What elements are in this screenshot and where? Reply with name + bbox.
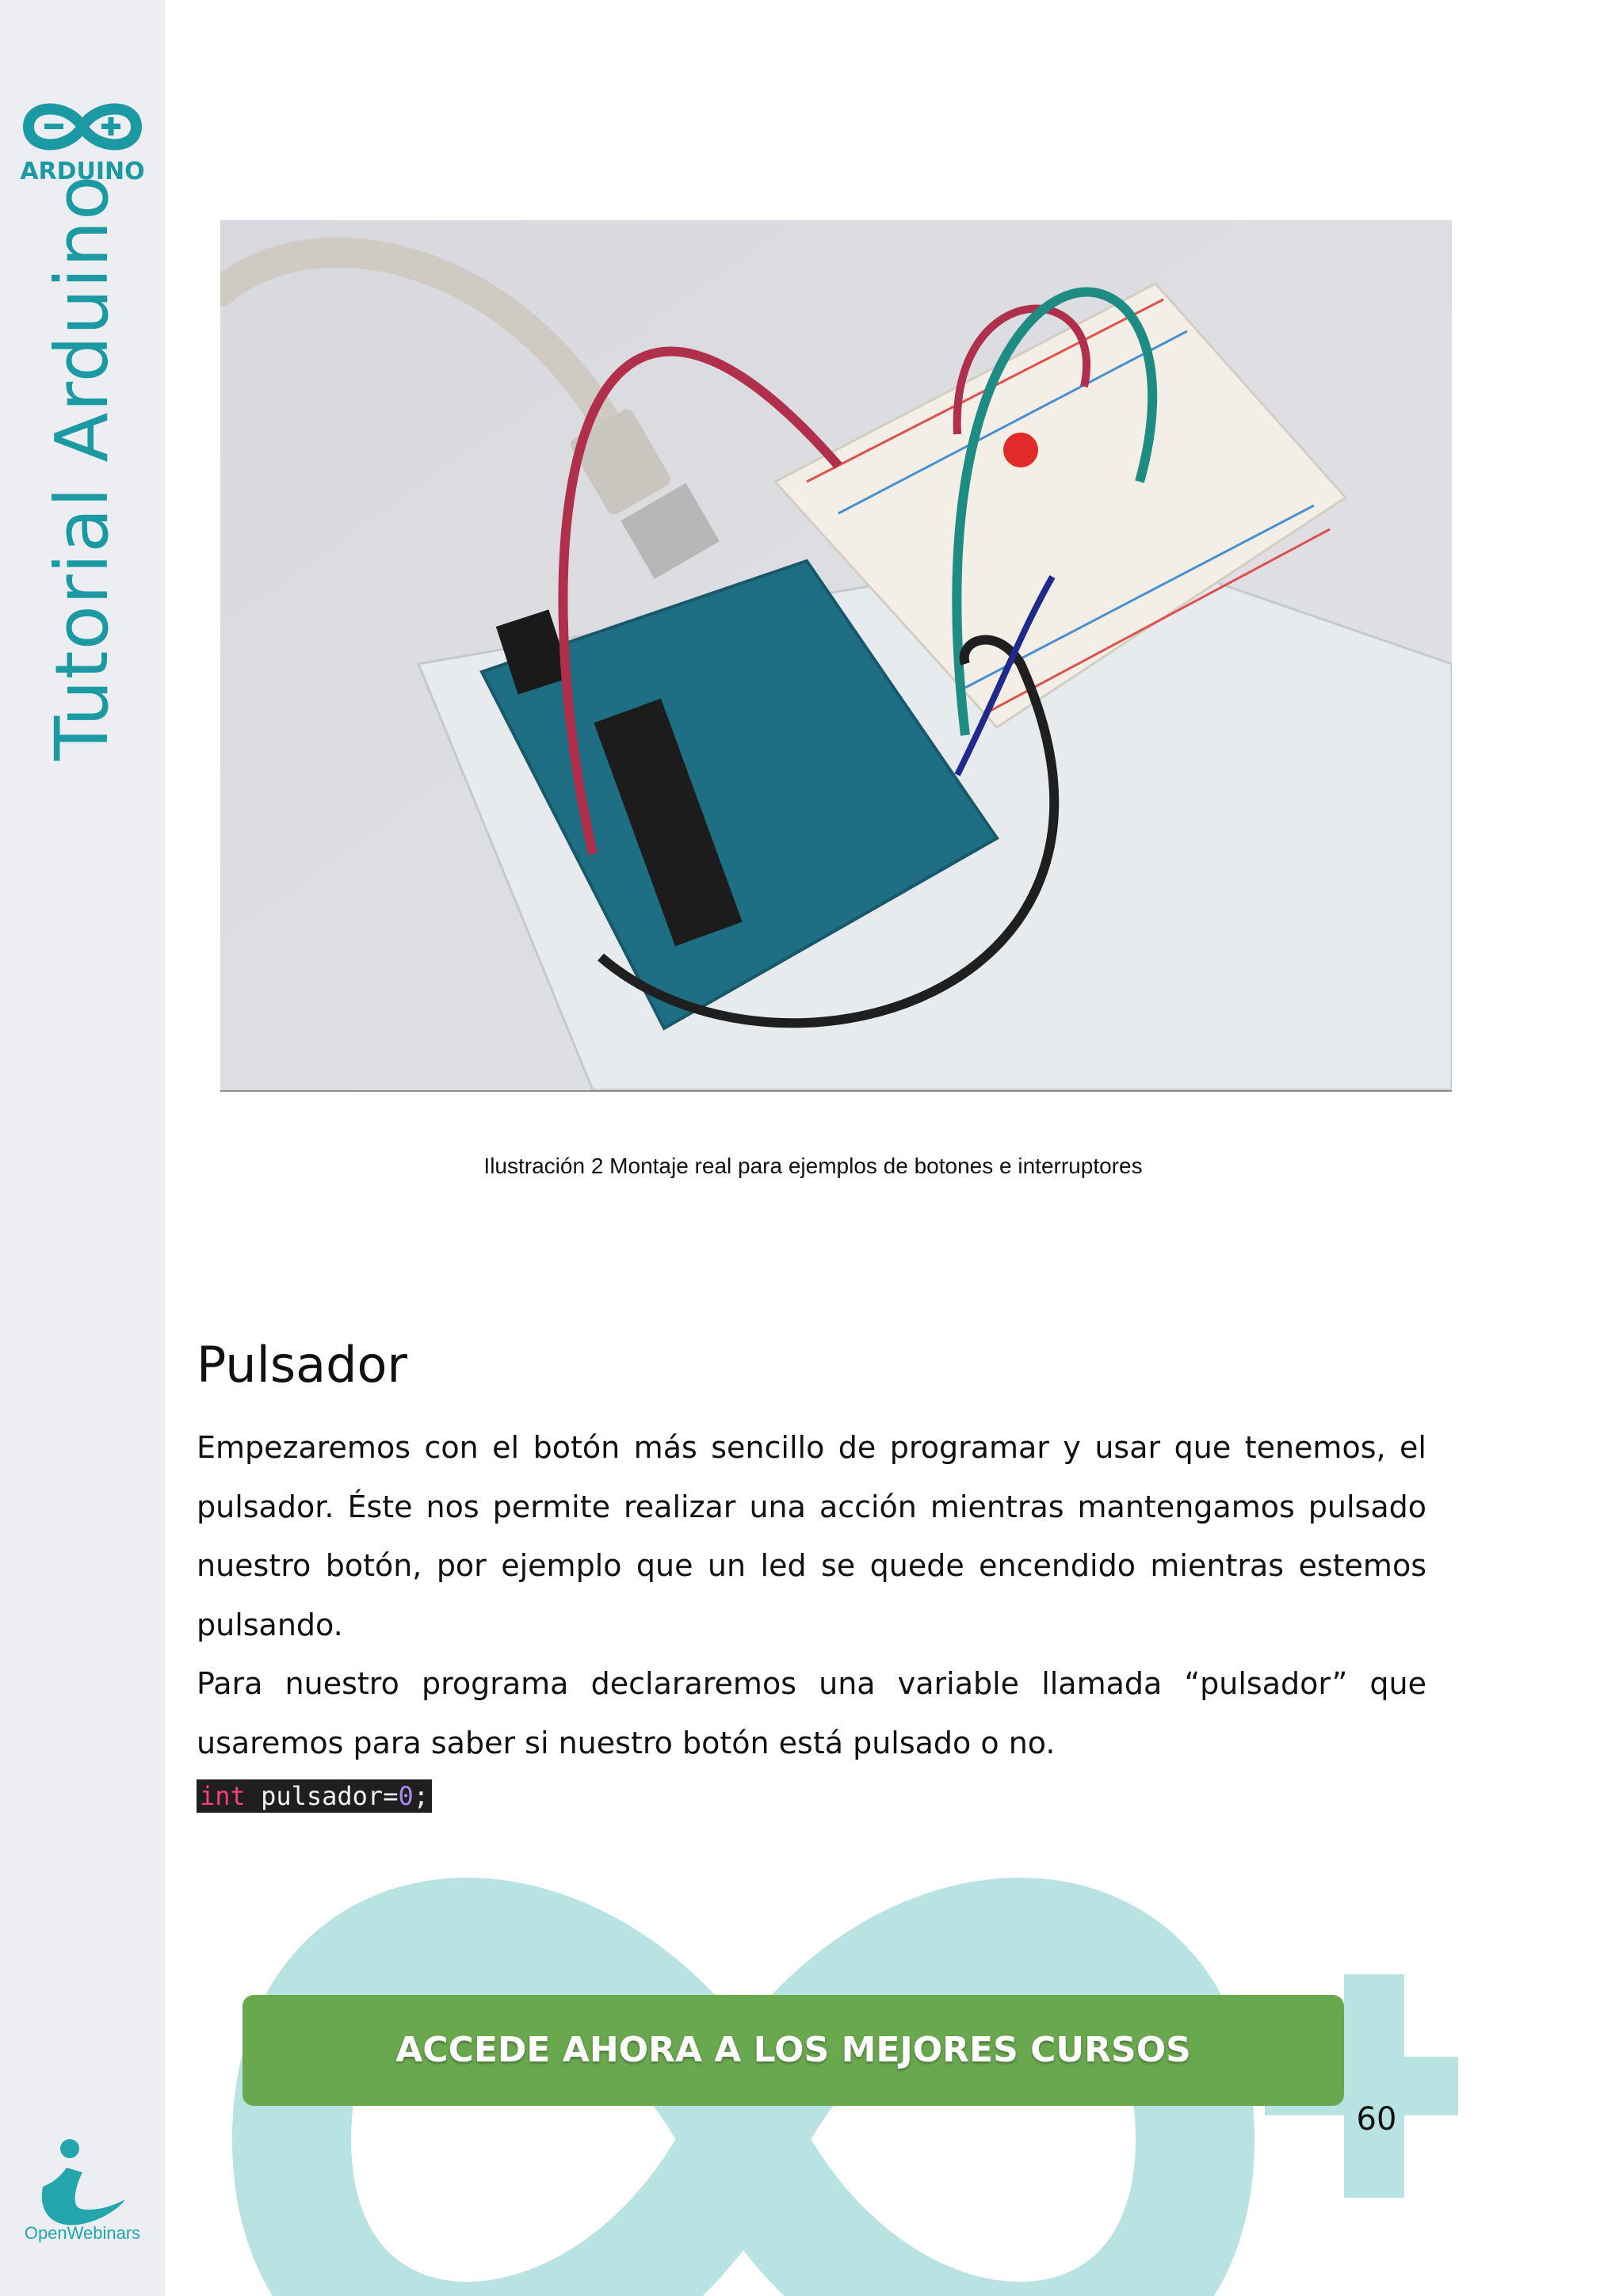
sidebar-title: Tutorial Arduino: [40, 174, 124, 761]
code-number: 0: [398, 1781, 414, 1811]
arduino-breadboard-photo: [220, 220, 1452, 1092]
code-identifier: pulsador=: [245, 1781, 399, 1811]
code-keyword: int: [200, 1781, 246, 1811]
body-paragraph: Empezaremos con el botón más sencillo de programar y usar que tenemos, el pulsador. Éste nos permite realizar una acción mientras mantengamos pulsado nuestro botón, por ejemplo que un led se quede encendido mientras estemos pulsando.: [197, 1430, 1426, 1642]
arduino-logo-text: ARDUINO: [20, 158, 145, 185]
arduino-logo: [17, 93, 147, 189]
body-paragraph: Para nuestro programa declararemos una variable llamada “pulsador” que usaremos para saber si nuestro botón está pulsado o no.: [197, 1666, 1426, 1760]
section-heading: Pulsador: [197, 1336, 407, 1394]
section-body: [197, 1418, 1426, 1772]
code-snippet: [197, 1779, 432, 1813]
sidebar: [0, 0, 165, 2296]
figure-caption: Ilustración 2 Montaje real para ejemplos de botones e interruptores: [483, 1154, 1143, 1178]
openwebinars-logo-text: OpenWebinars: [24, 2223, 141, 2243]
page-number: 60: [1356, 2101, 1397, 2138]
code-terminator: ;: [413, 1781, 429, 1811]
courses-cta-button[interactable]: ACCEDE AHORA A LOS MEJORES CURSOS: [242, 1995, 1344, 2106]
